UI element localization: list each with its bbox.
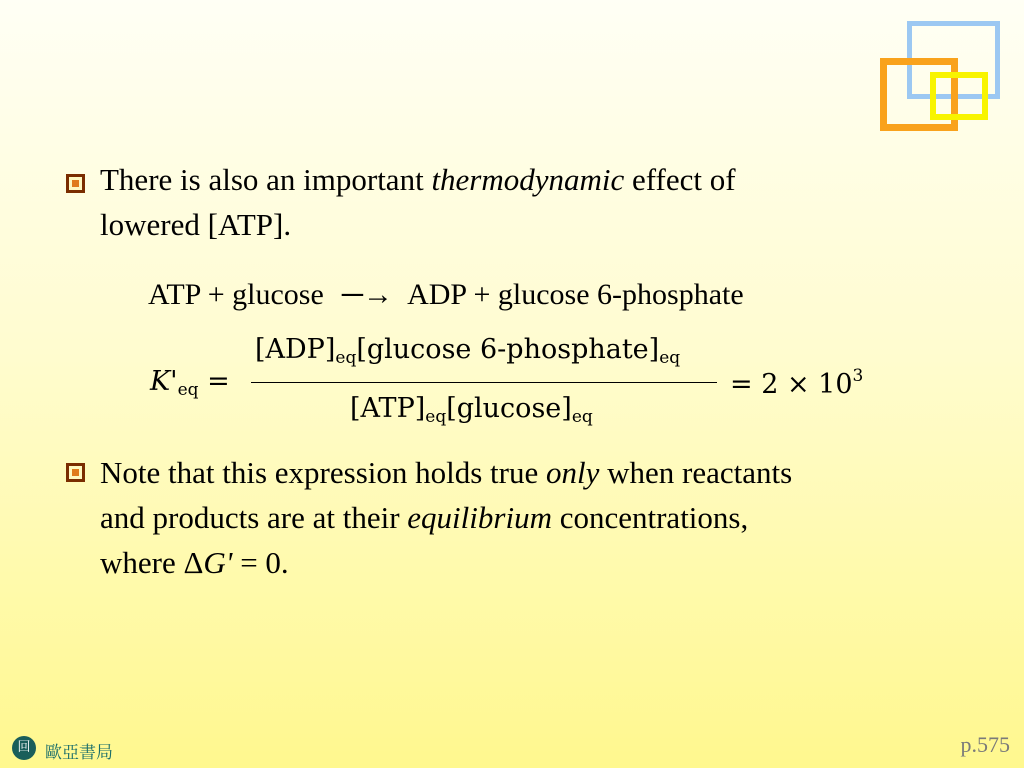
bullet-square-icon: [66, 463, 85, 482]
fraction-bar: [251, 382, 717, 383]
page-number: p.575: [960, 732, 1010, 757]
equation-numerator: $[ADP]_{eq}[glucose$ $6-phosphate]_{eq}$: [255, 334, 681, 368]
bullet-square-icon: [66, 174, 85, 193]
decorative-square-yellow: [930, 72, 988, 120]
publisher-logo-icon: 回: [12, 736, 36, 760]
publisher-name: 歐亞書局: [45, 743, 113, 763]
bullet-2-line-3: where ΔG' = 0.: [100, 545, 289, 580]
equilibrium-constant-lhs: $K'_{eq}$ =: [150, 366, 230, 400]
bullet-1-line-1: There is also an important thermodynamic effect of: [100, 162, 736, 197]
bullet-2-line-2: and products are at their equilibrium concentrations,: [100, 500, 749, 535]
reaction-arrow: ─→: [341, 278, 394, 311]
bullet-1-line-2: lowered [ATP].: [100, 207, 292, 242]
bullet-2-line-1: Note that this expression holds true only when reactants: [100, 455, 793, 490]
equation-result: = $2 \times 10^3$: [730, 366, 864, 400]
equation-denominator: $[ATP]_{eq}[glucose]_{eq}$: [350, 393, 593, 427]
reaction-equation: ATP + glucose ─→ ADP + glucose 6-phosphate: [148, 275, 744, 315]
